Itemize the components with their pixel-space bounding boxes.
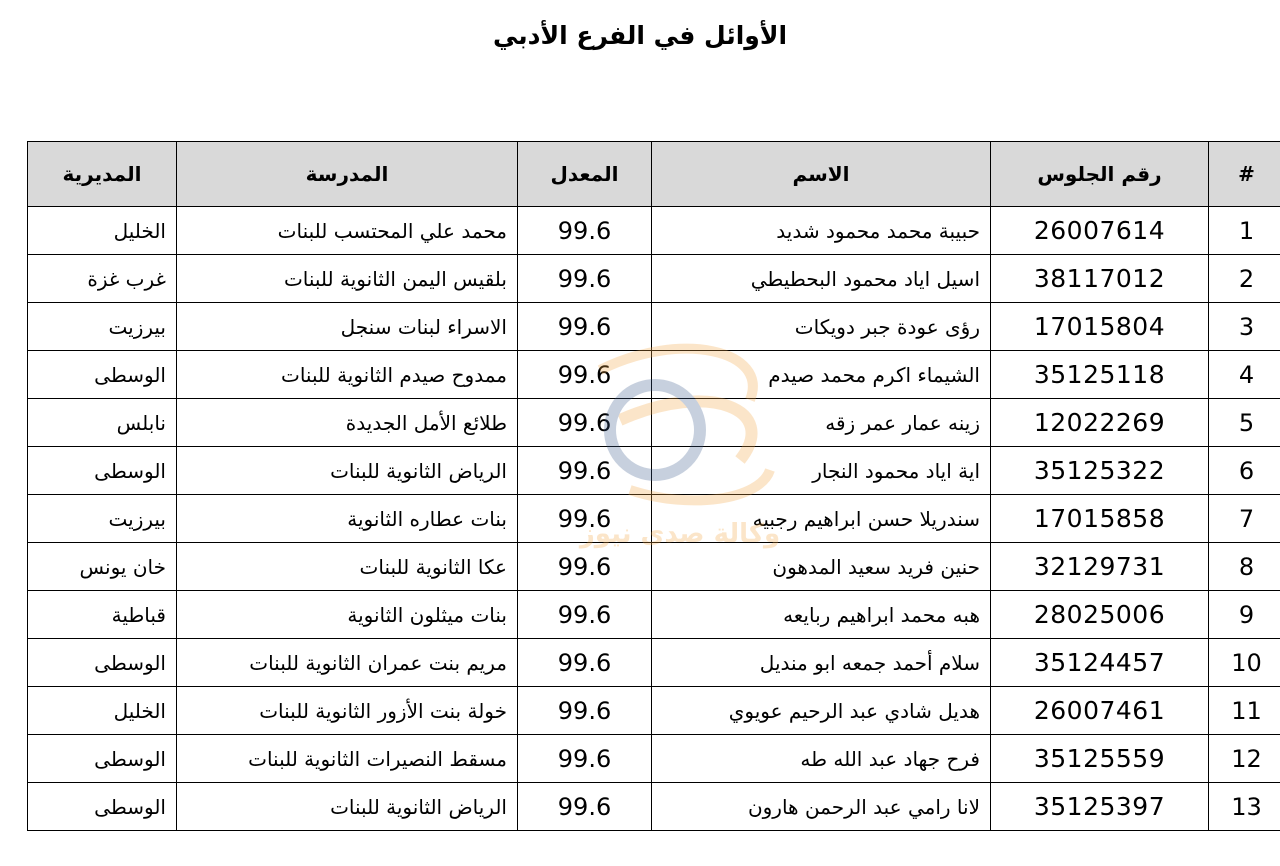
average-cell: 99.6 — [518, 447, 652, 495]
table-row — [28, 447, 1280, 495]
student-name-cell: هبه محمد ابراهيم ربايعه — [652, 591, 991, 639]
average-cell: 99.6 — [518, 207, 652, 255]
row-number-cell: 1 — [1209, 207, 1280, 255]
school-name-cell: الرياض الثانوية للبنات — [177, 783, 518, 831]
seat-number-cell: 35124457 — [991, 639, 1209, 687]
directorate-cell: الوسطى — [28, 639, 177, 687]
average-cell: 99.6 — [518, 639, 652, 687]
seat-number-cell: 26007461 — [991, 687, 1209, 735]
table-row — [28, 399, 1280, 447]
school-name-cell: مسقط النصيرات الثانوية للبنات — [177, 735, 518, 783]
student-name-cell: فرح جهاد عبد الله طه — [652, 735, 991, 783]
seat-number-cell: 28025006 — [991, 591, 1209, 639]
page-title: الأوائل في الفرع الأدبي — [492, 21, 788, 50]
average-cell: 99.6 — [518, 399, 652, 447]
table-row — [28, 687, 1280, 735]
school-name-cell: بلقيس اليمن الثانوية للبنات — [177, 255, 518, 303]
seat-number-cell: 32129731 — [991, 543, 1209, 591]
results-table — [27, 141, 1280, 831]
student-name-cell: هديل شادي عبد الرحيم عويوي — [652, 687, 991, 735]
header-average: المعدل — [518, 142, 652, 207]
table-row — [28, 255, 1280, 303]
student-name-cell: زينه عمار عمر زقه — [652, 399, 991, 447]
average-cell: 99.6 — [518, 255, 652, 303]
table-row — [28, 591, 1280, 639]
row-number-cell: 4 — [1209, 351, 1280, 399]
student-name-cell: الشيماء اكرم محمد صيدم — [652, 351, 991, 399]
seat-number-cell: 26007614 — [991, 207, 1209, 255]
seat-number-cell: 17015858 — [991, 495, 1209, 543]
student-name-cell: سندريلا حسن ابراهيم رجبيه — [652, 495, 991, 543]
header-number: # — [1209, 142, 1280, 207]
average-cell: 99.6 — [518, 735, 652, 783]
average-cell: 99.6 — [518, 495, 652, 543]
directorate-cell: الخليل — [28, 687, 177, 735]
student-name-cell: لانا رامي عبد الرحمن هارون — [652, 783, 991, 831]
seat-number-cell: 35125559 — [991, 735, 1209, 783]
seat-number-cell: 38117012 — [991, 255, 1209, 303]
seat-number-cell: 12022269 — [991, 399, 1209, 447]
seat-number-cell: 35125118 — [991, 351, 1209, 399]
row-number-cell: 7 — [1209, 495, 1280, 543]
student-name-cell: رؤى عودة جبر دويكات — [652, 303, 991, 351]
table-row — [28, 207, 1280, 255]
table-header — [28, 142, 1280, 207]
row-number-cell: 9 — [1209, 591, 1280, 639]
school-name-cell: مريم بنت عمران الثانوية للبنات — [177, 639, 518, 687]
table-row — [28, 639, 1280, 687]
student-name-cell: اسيل اياد محمود البحطيطي — [652, 255, 991, 303]
seat-number-cell: 35125322 — [991, 447, 1209, 495]
table-row — [28, 303, 1280, 351]
directorate-cell: الوسطى — [28, 783, 177, 831]
school-name-cell: ممدوح صيدم الثانوية للبنات — [177, 351, 518, 399]
seat-number-cell: 35125397 — [991, 783, 1209, 831]
row-number-cell: 10 — [1209, 639, 1280, 687]
student-name-cell: اية اياد محمود النجار — [652, 447, 991, 495]
row-number-cell: 13 — [1209, 783, 1280, 831]
school-name-cell: بنات ميثلون الثانوية — [177, 591, 518, 639]
average-cell: 99.6 — [518, 591, 652, 639]
table-body — [28, 207, 1280, 831]
row-number-cell: 12 — [1209, 735, 1280, 783]
directorate-cell: الخليل — [28, 207, 177, 255]
school-name-cell: بنات عطاره الثانوية — [177, 495, 518, 543]
watermark-caption: وكالة صدى نيوز — [579, 519, 781, 549]
table-row — [28, 351, 1280, 399]
table-row — [28, 783, 1280, 831]
header-row — [28, 142, 1280, 207]
table-row — [28, 543, 1280, 591]
table-row — [28, 735, 1280, 783]
average-cell: 99.6 — [518, 351, 652, 399]
row-number-cell: 5 — [1209, 399, 1280, 447]
school-name-cell: الاسراء لبنات سنجل — [177, 303, 518, 351]
header-directorate: المديرية — [28, 142, 177, 207]
directorate-cell: نابلس — [28, 399, 177, 447]
row-number-cell: 3 — [1209, 303, 1280, 351]
directorate-cell: الوسطى — [28, 735, 177, 783]
directorate-cell: بيرزيت — [28, 303, 177, 351]
row-number-cell: 2 — [1209, 255, 1280, 303]
school-name-cell: محمد علي المحتسب للبنات — [177, 207, 518, 255]
average-cell: 99.6 — [518, 543, 652, 591]
seat-number-cell: 17015804 — [991, 303, 1209, 351]
directorate-cell: غرب غزة — [28, 255, 177, 303]
student-name-cell: حنين فريد سعيد المدهون — [652, 543, 991, 591]
student-name-cell: حبيبة محمد محمود شديد — [652, 207, 991, 255]
school-name-cell: عكا الثانوية للبنات — [177, 543, 518, 591]
directorate-cell: خان يونس — [28, 543, 177, 591]
school-name-cell: خولة بنت الأزور الثانوية للبنات — [177, 687, 518, 735]
average-cell: 99.6 — [518, 783, 652, 831]
average-cell: 99.6 — [518, 687, 652, 735]
average-cell: 99.6 — [518, 303, 652, 351]
row-number-cell: 11 — [1209, 687, 1280, 735]
table-row — [28, 495, 1280, 543]
header-name: الاسم — [652, 142, 991, 207]
student-name-cell: سلام أحمد جمعه ابو منديل — [652, 639, 991, 687]
row-number-cell: 8 — [1209, 543, 1280, 591]
directorate-cell: الوسطى — [28, 447, 177, 495]
directorate-cell: الوسطى — [28, 351, 177, 399]
school-name-cell: الرياض الثانوية للبنات — [177, 447, 518, 495]
directorate-cell: بيرزيت — [28, 495, 177, 543]
school-name-cell: طلائع الأمل الجديدة — [177, 399, 518, 447]
header-seat-number: رقم الجلوس — [991, 142, 1209, 207]
directorate-cell: قباطية — [28, 591, 177, 639]
header-school: المدرسة — [177, 142, 518, 207]
row-number-cell: 6 — [1209, 447, 1280, 495]
